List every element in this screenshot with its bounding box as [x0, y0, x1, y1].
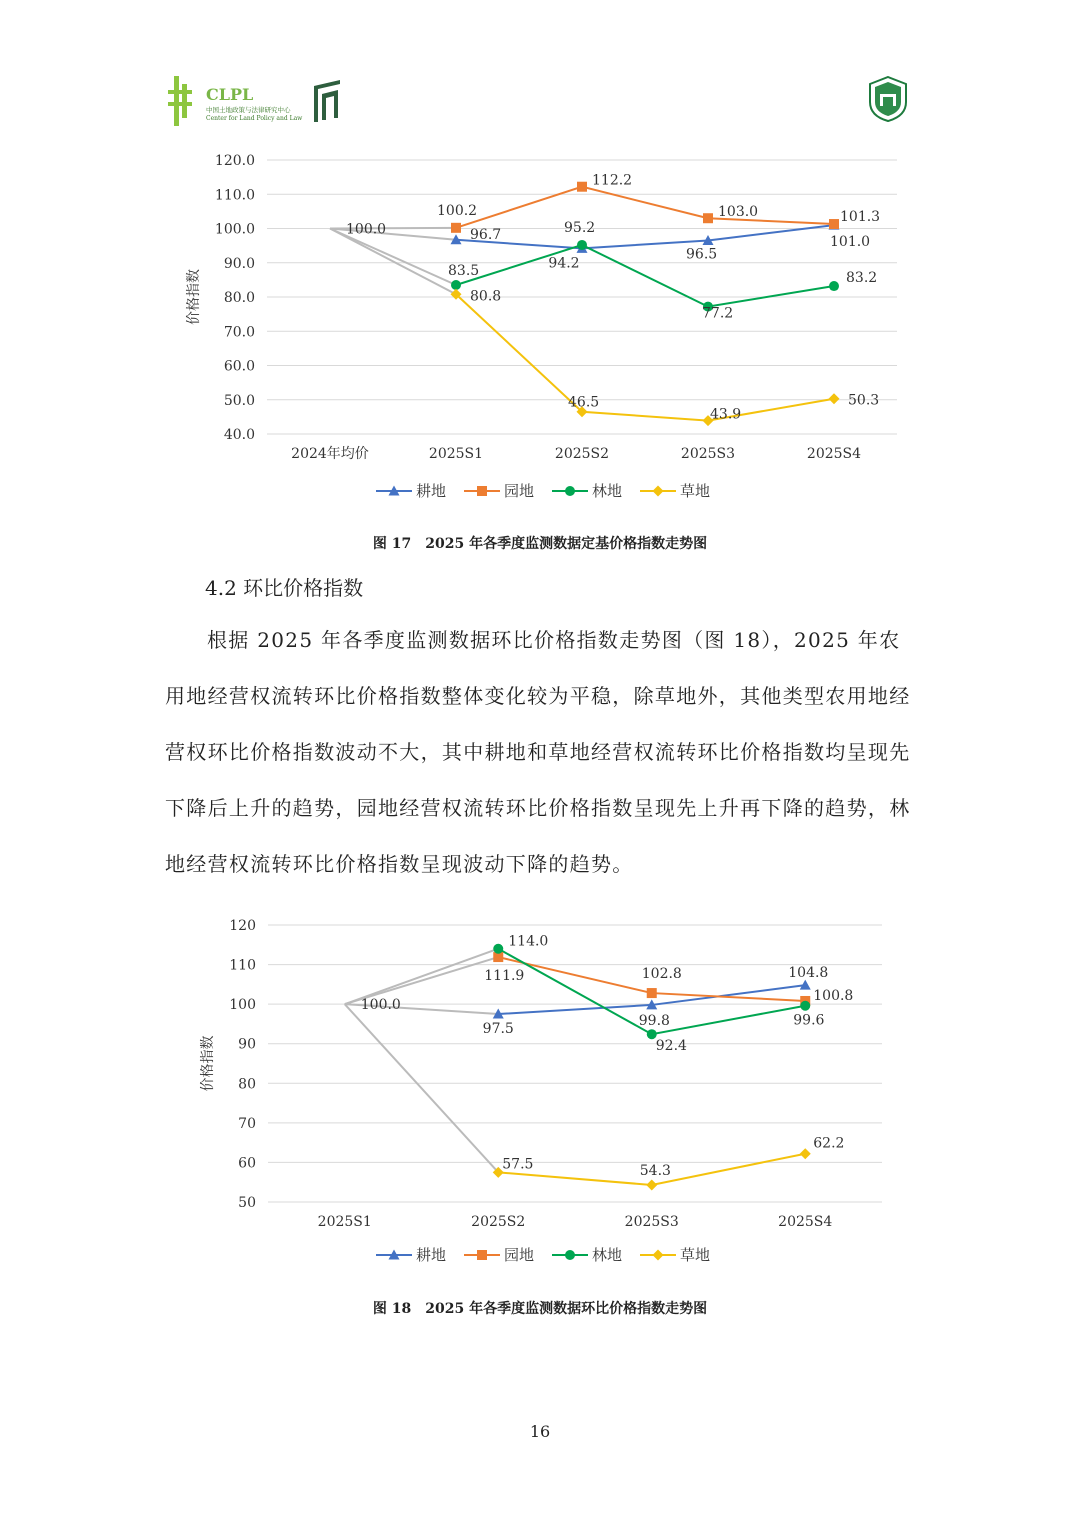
chart17-data-point [577, 182, 587, 192]
chart17-y-tick-label: 110.0 [214, 187, 255, 204]
chart18-x-tick-label: 2025S1 [317, 1214, 372, 1230]
chart18-x-tick-label: 2025S3 [624, 1214, 679, 1230]
chart18-y-tick-label: 90 [238, 1036, 256, 1053]
logo-title: CLPL [206, 85, 254, 104]
chart18-y-axis-label: 价格指数 [200, 1035, 216, 1092]
chart17-data-label: 83.5 [448, 263, 480, 280]
section-title: 4.2 环比价格指数 [205, 576, 364, 600]
chart17-data-point [451, 223, 461, 233]
chart17-y-tick-label: 60.0 [223, 358, 255, 375]
chart17-data-label: 103.0 [718, 204, 759, 221]
chart18-x-tick-label: 2025S2 [471, 1214, 526, 1230]
chart18-data-label: 102.8 [641, 966, 682, 983]
clpl-logo [168, 72, 348, 130]
chart17-data-point [577, 240, 587, 250]
chart18-data-label: 62.2 [813, 1135, 845, 1152]
chart18-base-connector [345, 949, 499, 1004]
chart17-data-point [829, 393, 840, 404]
chart17-y-tick-label: 70.0 [223, 324, 255, 341]
chart17-data-label: 50.3 [848, 392, 880, 409]
chart17-data-label: 83.2 [846, 270, 878, 287]
chart18-data-point [647, 988, 657, 998]
logo-subtitle-cn: 中国土地政策与法律研究中心 [206, 106, 291, 114]
chart18-x-tick-label: 2025S4 [778, 1214, 833, 1230]
chart17-data-label: 101.0 [830, 234, 871, 251]
chart18-legend-label: 草地 [680, 1246, 711, 1264]
chart18-data-label: 97.5 [482, 1021, 514, 1038]
chart17-data-point [829, 219, 839, 229]
chart18-y-tick-label: 120 [229, 918, 256, 934]
chart17-x-tick-label: 2025S3 [680, 446, 736, 462]
figure-18-caption: 图 18 2025 年各季度监测数据环比价格指数走势图 [372, 1301, 708, 1317]
chart18-data-point [800, 1001, 810, 1011]
chart18-data-point [646, 1179, 657, 1190]
body-paragraph-text: 根据 2025 年各季度监测数据环比价格指数走势图（图 18），2025 年农用地经营权流转环比价格指数整体变化较为平稳，除草地外，其他类型农用地经营权环比价格指数波动不大，其中耕地和草地经营权流转环比价格指数均呈现先下降后上升的趋势，园地经营权流转环比价格指数呈现先上升再下降的趋势，林地经营权流转环比价格指数呈现波动下降的趋势。 [165, 628, 911, 876]
chart18-y-tick-label: 70 [238, 1115, 256, 1132]
chart18-data-label: 99.8 [638, 1012, 670, 1029]
chart17-series-line-2 [456, 187, 834, 228]
chart18-legend-label: 园地 [504, 1246, 535, 1264]
chart18-y-tick-label: 50 [238, 1195, 256, 1211]
chart17-legend-marker [477, 486, 487, 496]
chart17-legend-label: 草地 [680, 482, 711, 500]
chart18-legend-label: 耕地 [416, 1246, 447, 1264]
chart18-y-tick-label: 110 [229, 957, 256, 974]
university-seal-icon [868, 76, 908, 122]
chart17-data-label: 94.2 [548, 255, 580, 272]
chart18-legend-marker [653, 1250, 664, 1261]
chart18-data-label: 54.3 [639, 1162, 671, 1179]
chart17-data-label: 112.2 [592, 172, 633, 189]
chart18-legend-marker [565, 1250, 575, 1260]
figure-17-chart [0, 140, 1080, 520]
chart18-data-point [493, 944, 503, 954]
chart17-y-tick-label: 100.0 [214, 221, 255, 238]
chart17-data-point [451, 280, 461, 290]
figure-17-caption: 图 17 2025 年各季度监测数据定基价格指数走势图 [372, 536, 708, 552]
chart17-data-label: 96.5 [686, 246, 718, 263]
chart17-data-point [829, 281, 839, 291]
chart17-legend-label: 林地 [592, 482, 623, 500]
chart18-data-point [800, 1148, 811, 1159]
chart18-data-label: 100.8 [813, 987, 854, 1004]
figure-18-chart [0, 905, 1080, 1285]
chart17-data-label: 95.2 [564, 219, 596, 236]
chart17-data-label: 101.3 [840, 209, 881, 226]
chart18-y-tick-label: 80 [238, 1076, 256, 1093]
body-paragraph [165, 612, 917, 892]
chart18-base-connector [345, 1004, 499, 1172]
chart17-data-label: 80.8 [470, 288, 502, 305]
chart17-data-point [703, 213, 713, 223]
chart17-y-tick-label: 120.0 [214, 153, 255, 169]
chart17-x-tick-label: 2025S4 [806, 446, 862, 462]
chart17-data-label: 43.9 [710, 406, 742, 423]
chart17-legend-label: 园地 [504, 482, 535, 500]
chart17-y-axis-label: 价格指数 [186, 269, 202, 325]
chart17-series-line-4 [456, 294, 834, 420]
chart17-x-tick-label: 2025S1 [428, 446, 484, 462]
chart17-legend-label: 耕地 [416, 482, 447, 500]
chart17-legend-marker [653, 486, 664, 497]
chart18-data-label: 92.4 [655, 1038, 687, 1055]
chart17-data-label: 77.2 [702, 305, 734, 322]
chart18-data-label: 111.9 [484, 968, 525, 985]
chart18-data-label: 114.0 [508, 933, 549, 950]
chart17-data-label: 96.7 [470, 226, 502, 243]
chart18-y-tick-label: 100 [229, 997, 256, 1014]
chart-18-svg [0, 905, 1080, 1285]
chart18-data-label: 99.6 [793, 1012, 825, 1029]
chart17-x-tick-label: 2024年均价 [291, 446, 369, 462]
chart17-legend-marker [565, 486, 575, 496]
chart18-y-tick-label: 60 [238, 1155, 256, 1172]
chart17-data-label: 100.2 [437, 202, 478, 219]
chart18-legend-marker [477, 1250, 487, 1260]
chart18-data-label: 104.8 [788, 965, 829, 982]
chart18-base-label: 100.0 [360, 997, 401, 1014]
logo-subtitle-en: Center for Land Policy and Law [206, 115, 303, 122]
chart17-base-label: 100.0 [346, 221, 387, 238]
chart17-y-tick-label: 90.0 [223, 255, 255, 272]
chart17-y-tick-label: 80.0 [223, 290, 255, 306]
chart-17-svg [0, 140, 1080, 520]
chart18-legend-label: 林地 [592, 1246, 623, 1264]
chart17-y-tick-label: 50.0 [223, 392, 255, 409]
chart17-y-tick-label: 40.0 [223, 427, 255, 443]
chart18-data-label: 57.5 [502, 1156, 534, 1173]
chart17-data-label: 46.5 [568, 394, 600, 411]
page-number: 16 [529, 1422, 551, 1441]
chart17-x-tick-label: 2025S2 [554, 446, 610, 462]
